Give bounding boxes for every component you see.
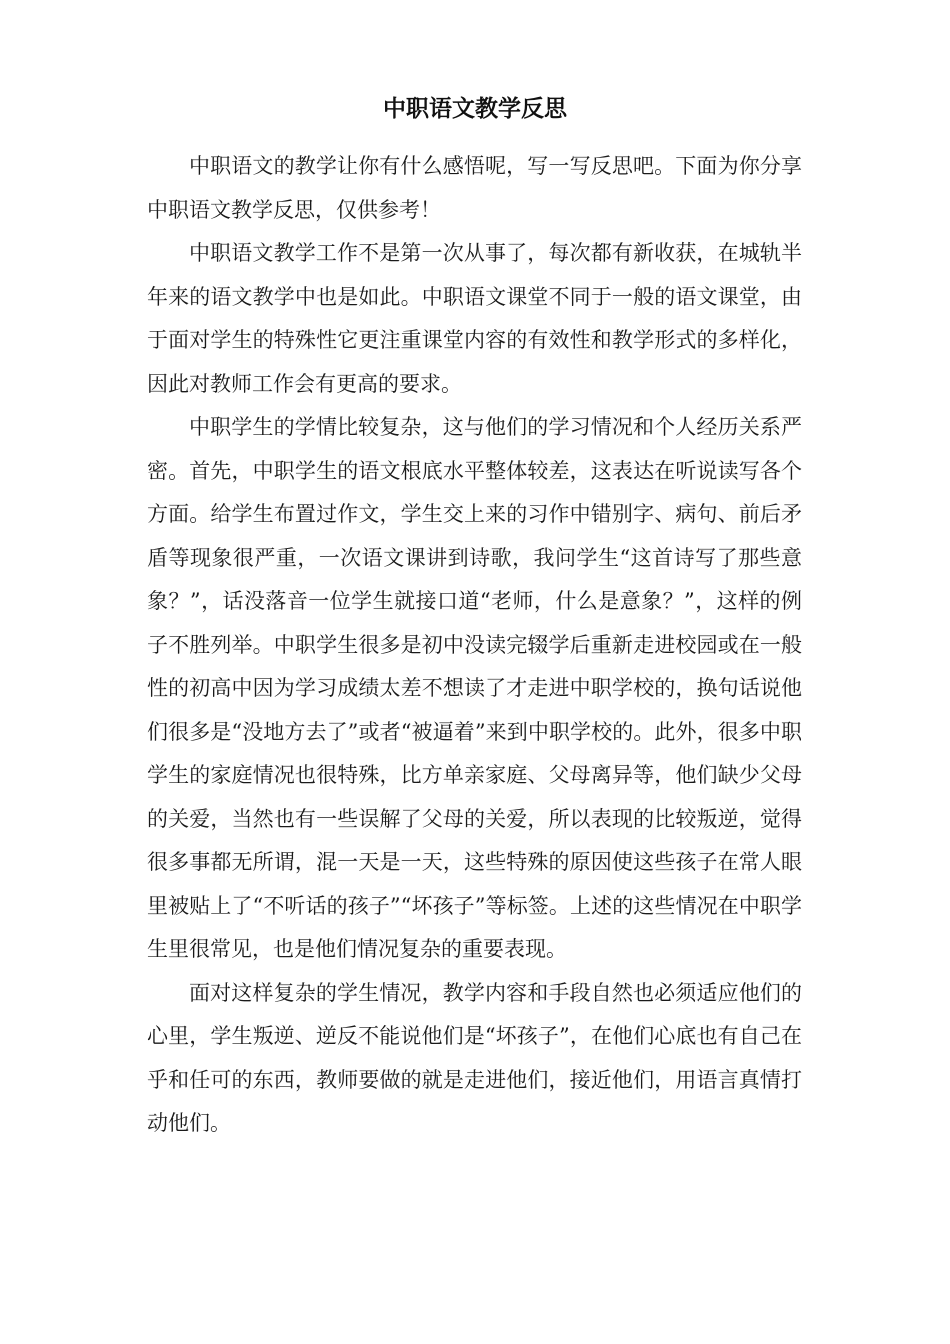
paragraph-student-situation: 中职学生的学情比较复杂，这与他们的学习情况和个人经历关系严密。首先，中职学生的语文根底水平整体较差，这表达在听说读写各个方面。给学生布置过作文，学生交上来的习作中错别字、病句、前后矛盾等现象很严重，一次语文课讲到诗歌，我问学生“这首诗写了那些意象？”，话没落音一位学生就接口道“老师，什么是意象？”，这样的例子不胜列举。中职学生很多是初中没读完辍学后重新走进校园或在一般性的初高中因为学习成绩太差不想读了才走进中职学校的，换句话说他们很多是“没地方去了”或者“被逼着”来到中职学校的。此外，很多中职学生的家庭情况也很特殊，比方单亲家庭、父母离异等，他们缺少父母的关爱，当然也有一些误解了父母的关爱，所以表现的比较叛逆，觉得很多事都无所谓，混一天是一天，这些特殊的原因使这些孩子在常人眼里被贴上了“不听话的孩子”“坏孩子”等标签。上述的这些情况在中职学生里很常见，也是他们情况复杂的重要表现。 bbox=[147, 415, 802, 961]
paragraph-teaching-work: 中职语文教学工作不是第一次从事了，每次都有新收获，在城轨半年来的语文教学中也是如此。中职语文课堂不同于一般的语文课堂，由于面对学生的特殊性它更注重课堂内容的有效性和教学形式的多样化，因此对教师工作会有更高的要求。 bbox=[147, 241, 802, 396]
document-title: 中职语文教学反思 bbox=[383, 96, 567, 122]
document-body bbox=[147, 145, 802, 1146]
paragraph-teaching-approach: 面对这样复杂的学生情况，教学内容和手段自然也必须适应他们的心里，学生叛逆、逆反不能说他们是“坏孩子”，在他们心底也有自己在乎和任可的东西，教师要做的就是走进他们，接近他们，用语言真情打动他们。 bbox=[147, 980, 802, 1135]
paragraph-intro: 中职语文的教学让你有什么感悟呢，写一写反思吧。下面为你分享中职语文教学反思，仅供参考！ bbox=[147, 154, 802, 222]
